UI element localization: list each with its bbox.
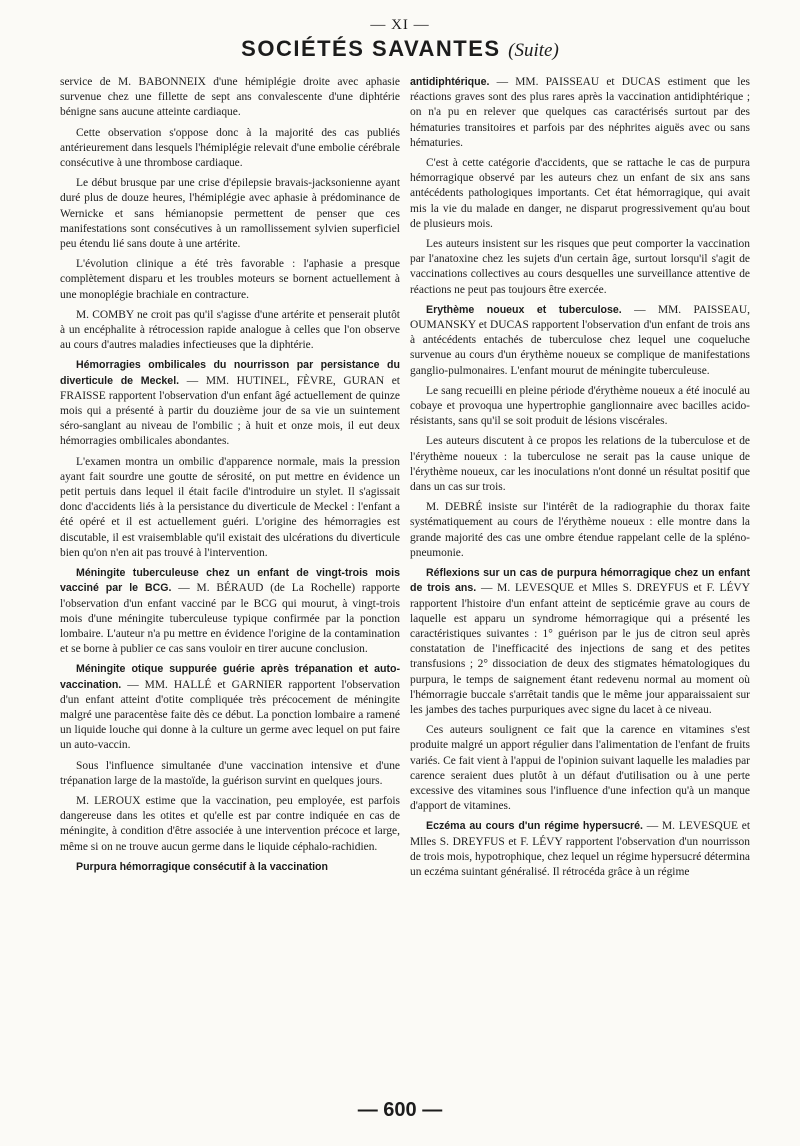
left-column	[60, 75, 400, 880]
paragraph	[60, 759, 400, 789]
paragraph	[410, 819, 750, 880]
paragraph-text: Les auteurs discutent à ce propos les relations de la tuberculose et de l'érythème noueux : la tuberculose ne serait pas la cause unique de l'érythème noueux, car les inoculations n'ont donné un résultat positif que dans un cas sur trois.	[410, 435, 750, 494]
section-title-text: SOCIÉTÉS SAVANTES	[241, 36, 501, 61]
paragraph	[410, 723, 750, 814]
paragraph	[60, 455, 400, 561]
paragraph-text: — M. BÉRAUD (de La Rochelle) rapporte l'observation d'un enfant vacciné par le BCG qui mourut, à vingt-trois mois d'une méningite tuberculeuse typique confirmée par la ponction lombaire. L'auteur n'a pu mettre en évidence l'origine de la contamination et se borne à publier ce cas sans vouloir en tirer aucune conclusion.	[60, 582, 400, 656]
paragraph	[410, 434, 750, 495]
paragraph	[60, 308, 400, 354]
paragraph-text: — M. LEVESQUE et Mlles S. DREYFUS et F. LÉVY rapportent l'observation d'un nourrisson de trois mois, hypotrophique, chez lequel un régime hypersucré détermina un eczéma suintant généralisé. Il rétrocéda grâce à un régime	[410, 820, 751, 878]
paragraph	[410, 566, 750, 718]
roman-page-number: — XI —	[370, 17, 430, 33]
paragraph-text: Cette observation s'oppose donc à la majorité des cas publiés antérieurement dans lesquels l'hémiplégie relevait d'une embolie cérébrale consécutive à une thrombose cardiaque.	[60, 126, 400, 170]
paragraph-text: C'est à cette catégorie d'accidents, que se rattache le cas de purpura hémorragique observé par les auteurs chez un enfant de six ans sans antécédents pathologiques importants. Cet état hémorragique, qui avait mis la vie du malade en danger, ne disparut progressivement qu'au bout de plusieurs mois.	[410, 157, 750, 230]
paragraph-text: L'évolution clinique a été très favorable : l'aphasie a presque complètement disparu et les troubles moteurs se bornent actuellement à une monoplégie brachiale en contracture.	[60, 258, 400, 301]
paragraph-text: — MM. HALLÉ et GARNIER rapportent l'observation d'un enfant atteint d'otite compliquée très précocement de méningite malgré une paracentèse faite dès ce début. La ponction lombaire a ramené un liquide louche qui donne à la culture un germe avec lequel on put faire un auto-vaccin.	[60, 678, 400, 752]
paragraph	[410, 500, 750, 561]
section-title-suite: (Suite)	[508, 40, 559, 61]
paragraph-text: Le début brusque par une crise d'épilepsie bravais-jacksonienne ayant duré plus de douze heures, l'hémiplégie avec aphasie à prédominance de Wernicke et sans hémianopsie permettent de penser que ces manifestations sont consécutives à un ramollissement sylvien superficiel peu étendu lié sans doute à une artérite.	[60, 177, 400, 251]
paragraph-heading: Eczéma au cours d'un régime hypersucré.	[426, 820, 643, 833]
section-title	[0, 36, 800, 64]
paragraph	[60, 860, 400, 875]
paragraph-text: M. COMBY ne croit pas qu'il s'agisse d'une artérite et penserait plutôt à un encéphalite à rétrocession rapide analogue à celles que l'on observe au cours d'autres maladies infectieuses que la diphtérie.	[60, 308, 400, 352]
paragraph-heading: Méningite otique suppurée guérie après trépanation et auto-vaccination.	[60, 663, 400, 691]
paragraph	[60, 75, 400, 121]
paragraph	[60, 176, 400, 252]
right-column	[410, 75, 750, 885]
paragraph-text: Les auteurs insistent sur les risques que peut comporter la vaccination par l'anatoxine chez les sujets d'un certain âge, surtout lorsqu'il s'agit de vaccinations collectives au cours desquelles une surveillance attentive de réactions ne peut pas toujours être exercée.	[410, 238, 750, 296]
paragraph	[410, 303, 750, 379]
paragraph-text: Ces auteurs soulignent ce fait que la carence en vitamines s'est produite malgré un apport régulier dans l'alimentation de l'enfant de fruits variés. Ce fait vient à l'appui de l'opinion suivant laquelle les maladies par carence seraient dues plutôt à un défaut d'utilisation ou à une perte excessive des vitamines sous l'influence d'une infection qu'à un manque d'apport de vitamines.	[410, 724, 750, 813]
paragraph	[60, 257, 400, 303]
page-header	[0, 16, 800, 64]
paragraph	[60, 662, 400, 753]
paragraph-text: — MM. PAISSEAU, OUMANSKY et DUCAS rapportent l'observation d'un enfant de trois ans à antécédents entachés de tuberculose chez lequel une coqueluche survenue au cours d'un érythème noueux se complique de manifestations ganglio-pulmonaires. L'enfant mourut de méningite tuberculeuse.	[410, 303, 750, 377]
paragraph-text: service de M. BABONNEIX d'une hémiplégie droite avec aphasie survenue chez une fillette de sept ans convalescente d'une diphtérie bénigne sans aucune atteinte cardiaque.	[60, 76, 400, 119]
paragraph	[60, 358, 400, 449]
paragraph-text: Sous l'influence simultanée d'une vaccination intensive et d'une trépanation large de la mastoïde, la guérison survint en quelques jours.	[60, 759, 400, 787]
paragraph	[410, 75, 750, 151]
paragraph-text: — MM. PAISSEAU et DUCAS estiment que les réactions graves sont des plus rares après la vaccination antidiphtérique ; on n'a pu en relever que quelques cas caractérisés surtout par des hématuries transitoires et parfois par des néphrites aiguës avec ou sans hématuries.	[410, 76, 750, 149]
paragraph-text: — M. LEVESQUE et Mlles S. DREYFUS et F. LÉVY rapportent l'histoire d'un enfant atteint de septicémie grave au cours de laquelle est apparu un syndrome hémorragique qui a présenté les caractéristiques suivantes : 1° guérison par le jus de citron seul après constatation de l'inefficacité des injections de sang et des petites transfusions ; 2° dissociation de deux des stigmates hématologiques du purpura, le temps de saignement étant redevenu normal au moment où l'hémorragie buccale s'arrêtait tandis que le même jour apparaissaient sur les jambes des taches purpuriques avec signe du lacet à ce niveau.	[410, 582, 751, 716]
paragraph-heading: antidiphtérique.	[410, 76, 490, 88]
paragraph-heading: Hémorragies ombilicales du nourrisson par persistance du diverticule de Meckel.	[60, 359, 400, 387]
paragraph	[60, 566, 400, 657]
paragraph-heading: Erythème noueux et tuberculose.	[426, 303, 622, 316]
paragraph	[60, 794, 400, 855]
paragraph-text: Le sang recueilli en pleine période d'érythème noueux a été inoculé au cobaye et provoqua une hypertrophie ganglionnaire avec bacilles acido-résistants, sans qu'il se soit produit de lésions viscérales.	[410, 384, 750, 428]
paragraph	[410, 156, 750, 232]
paragraph-text: — MM. HUTINEL, FÈVRE, GURAN et FRAISSE rapportent l'observation d'un enfant âgé actuellement de quinze mois qui a présenté à partir du douzième jour de sa vie un suintement séro-sanglant au niveau de l'ombilic ; à huit et onze mois, il eut deux hémorragies ombilicales abondantes.	[60, 374, 400, 448]
paragraph	[410, 237, 750, 298]
paragraph-text: M. DEBRÉ insiste sur l'intérêt de la radiographie du thorax faite systématiquement au cours de l'érythème noueux : elle montre dans la grande majorité des cas une ombre étendue rappelant celle de la spléno-pneumonie.	[410, 501, 750, 559]
page-folio: — 600 —	[357, 1099, 443, 1121]
paragraph	[60, 126, 400, 172]
paragraph-heading: Purpura hémorragique consécutif à la vaccination	[76, 860, 328, 873]
paragraph-heading: Réflexions sur un cas de purpura hémorragique chez un enfant de trois ans.	[410, 567, 750, 595]
paragraph-text: L'examen montra un ombilic d'apparence normale, mais la pression ayant fait sourdre une goutte de sérosité, on put mettre en évidence un petit pertuis dans lequel il était facile d'introduire un stylet. Il s'agissait donc d'accidents liés à la persistance du diverticule de Meckel : l'enfant a été opéré et il est actuellement guéri. L'origine des hémorragies est discutable, il est vraisemblable qu'il existait des ulcérations du diverticule bien qu'on n'en ait pas trouvé à l'intervention.	[60, 455, 400, 559]
paragraph	[410, 384, 750, 430]
paragraph-text: M. LEROUX estime que la vaccination, peu employée, est parfois dangereuse dans les otites et qu'elle est par contre indiquée en cas de méningite, à condition d'être associée à une intervention précoce et large, même si on ne trouve aucun germe dans le liquide céphalo-rachidien.	[60, 794, 400, 853]
paragraph-heading: Méningite tuberculeuse chez un enfant de vingt-trois mois vacciné par le BCG.	[60, 567, 400, 595]
